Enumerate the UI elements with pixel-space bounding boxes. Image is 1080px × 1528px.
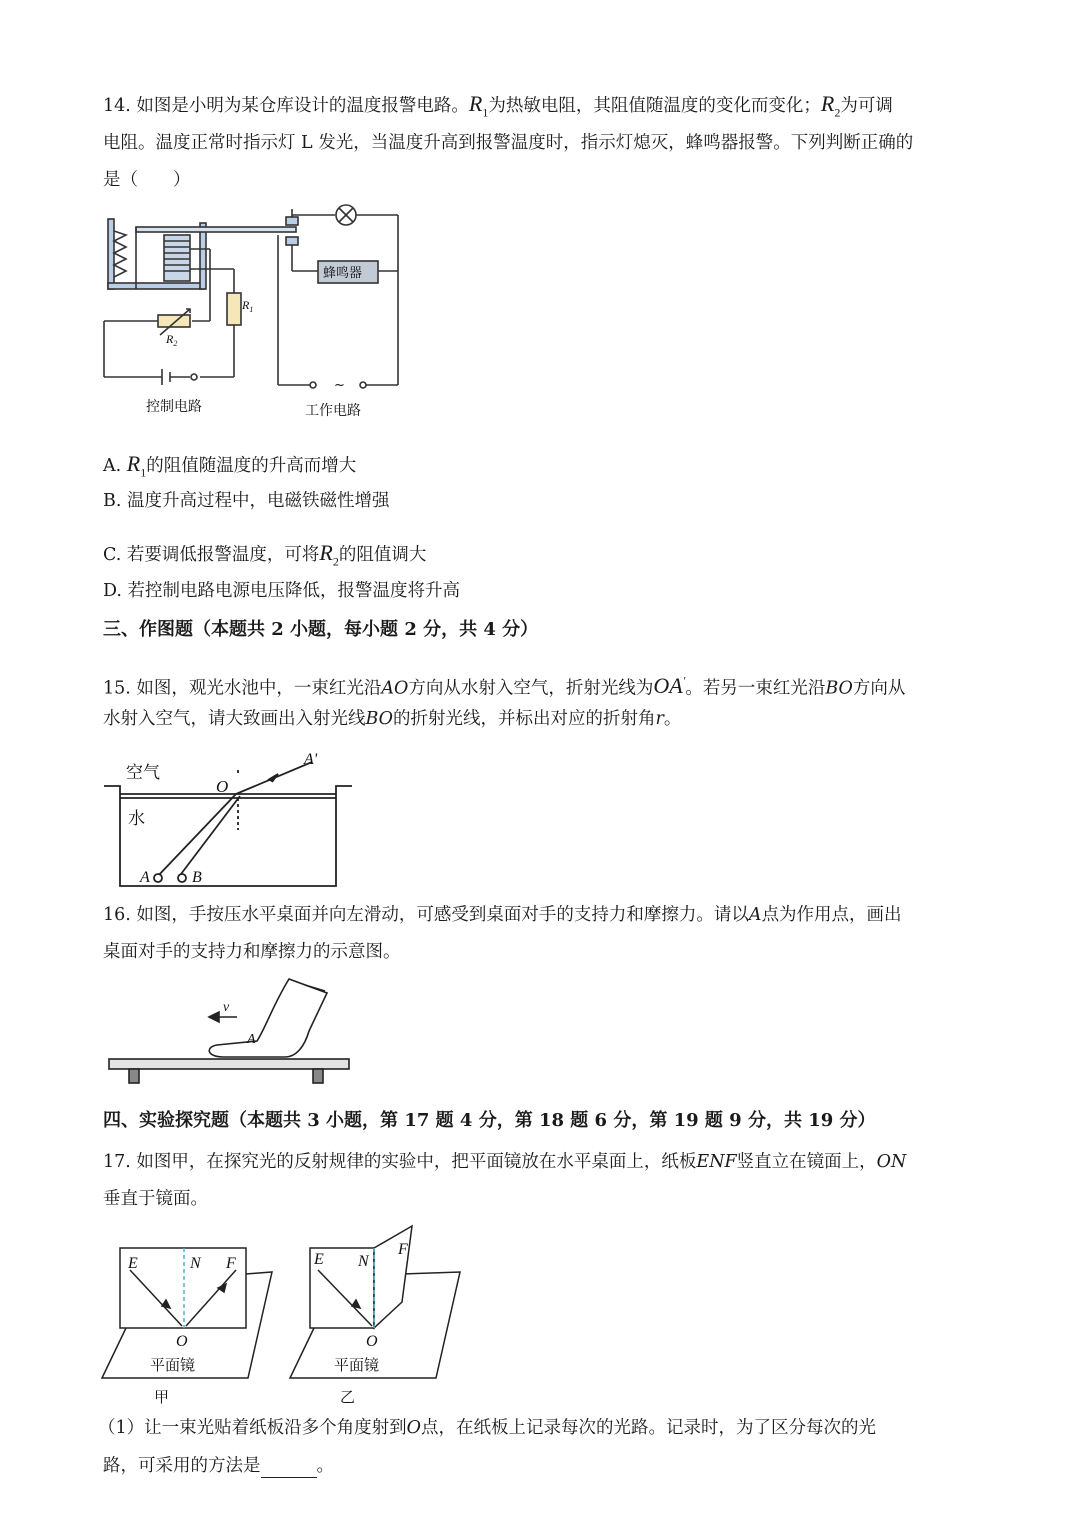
fig-jia-caption: 甲: [154, 1388, 170, 1406]
r1-symbol: $R_1$: [468, 91, 489, 120]
pool-a-label: A: [140, 869, 150, 886]
control-circuit-label: 控制电路: [146, 399, 202, 415]
q17-stem-line1: 17. 如图甲，在探究光的反射规律的实验中，把平面镜放在水平桌面上，纸板ENF竖直立在镜面上，ON: [103, 1152, 907, 1172]
q17-sub1-line1: （1）让一束光贴着纸板沿多个角度射到O点，在纸板上记录每次的光路。记录时，为了区分每次的光: [98, 1418, 876, 1438]
pool-b-label: B: [192, 869, 202, 886]
hand-v-label: v: [223, 1000, 230, 1015]
r2-symbol: $R_2$: [820, 91, 841, 120]
pool-a-prime-label: A': [304, 751, 318, 768]
fig-yi-mirror: 平面镜: [334, 1356, 380, 1374]
fig-yi-caption: 乙: [340, 1388, 356, 1406]
fig-yi-o: O: [366, 1333, 378, 1350]
oa-prime-symbol: OA': [653, 673, 686, 699]
section3-title: 三、作图题（本题共 2 小题，每小题 2 分，共 4 分）: [103, 619, 539, 640]
q16-stem-line1: 16. 如图，手按压水平桌面并向左滑动，可感受到桌面对手的支持力和摩擦力。请以A点为作用点，画出: [103, 905, 902, 925]
fig-jia-o: O: [176, 1333, 188, 1350]
q16-hand-diagram: [105, 975, 355, 1090]
q15-stem-line1: 15. 如图，观光水池中，一束红光沿AO方向从水射入空气，折射光线为OA'。若另一束红光沿BO方向从: [103, 673, 906, 699]
r2-diagram-label: $R_2$: [166, 332, 178, 348]
section4-title: 四、实验探究题（本题共 3 小题，第 17 题 4 分，第 18 题 6 分，第 19 题 9 分，共 19 分）: [103, 1110, 876, 1131]
option-c-r2-symbol: $R_2$: [319, 540, 339, 569]
q14-option-b: B. 温度升高过程中，电磁铁磁性增强: [103, 491, 390, 511]
q14-stem-line2: 电阻。温度正常时指示灯 L 发光，当温度升高到报警温度时，指示灯熄灭，蜂鸣器报警。下列判断正确的: [103, 133, 914, 153]
fig-yi-f: F: [398, 1241, 408, 1258]
fig-jia-e: E: [128, 1255, 138, 1272]
hand-a-label: A: [247, 1032, 256, 1047]
ac-symbol: ~: [334, 378, 345, 393]
pool-o-label: O: [216, 777, 229, 796]
q17-mirror-diagrams: [100, 1222, 470, 1412]
fig-jia-n: N: [190, 1255, 201, 1272]
q15-pool-diagram: [100, 750, 360, 890]
fig-jia-mirror: 平面镜: [150, 1356, 196, 1374]
q15-stem-line2: 水射入空气，请大致画出入射光线BO的折射光线，并标出对应的折射角r。: [103, 709, 682, 729]
q14-option-d: D. 若控制电路电源电压降低，报警温度将升高: [103, 581, 461, 601]
work-circuit-label: 工作电路: [305, 403, 361, 419]
fig-yi-n: N: [358, 1253, 369, 1270]
fig-jia-f: F: [226, 1255, 236, 1272]
q14-stem-line1: 14. 如图是小明为某仓库设计的温度报警电路。$R_1$为热敏电阻，其阻值随温度的变化而变化；$R_2$为可调: [103, 91, 893, 120]
q17-sub1-line2: 路，可采用的方法是 。: [103, 1456, 334, 1476]
answer-blank[interactable]: [261, 1459, 317, 1478]
buzzer-label: 蜂鸣器: [323, 266, 363, 281]
pool-water-label: 水: [128, 809, 145, 829]
q17-stem-line2: 垂直于镜面。: [103, 1189, 208, 1209]
r1-diagram-label: $R_1$: [242, 298, 254, 314]
q14-circuit-diagram: [100, 205, 410, 420]
q14-stem-line3: 是（ ）: [103, 170, 191, 190]
fig-yi-e: E: [314, 1251, 324, 1268]
q16-stem-line2: 桌面对手的支持力和摩擦力的示意图。: [103, 942, 401, 962]
pool-air-label: 空气: [126, 763, 160, 783]
q14-option-a: A. $R_1$的阻值随温度的升高而增大: [103, 451, 357, 480]
q14-option-c: C. 若要调低报警温度，可将$R_2$的阻值调大: [103, 540, 427, 569]
option-a-r1-symbol: $R_1$: [126, 451, 147, 480]
